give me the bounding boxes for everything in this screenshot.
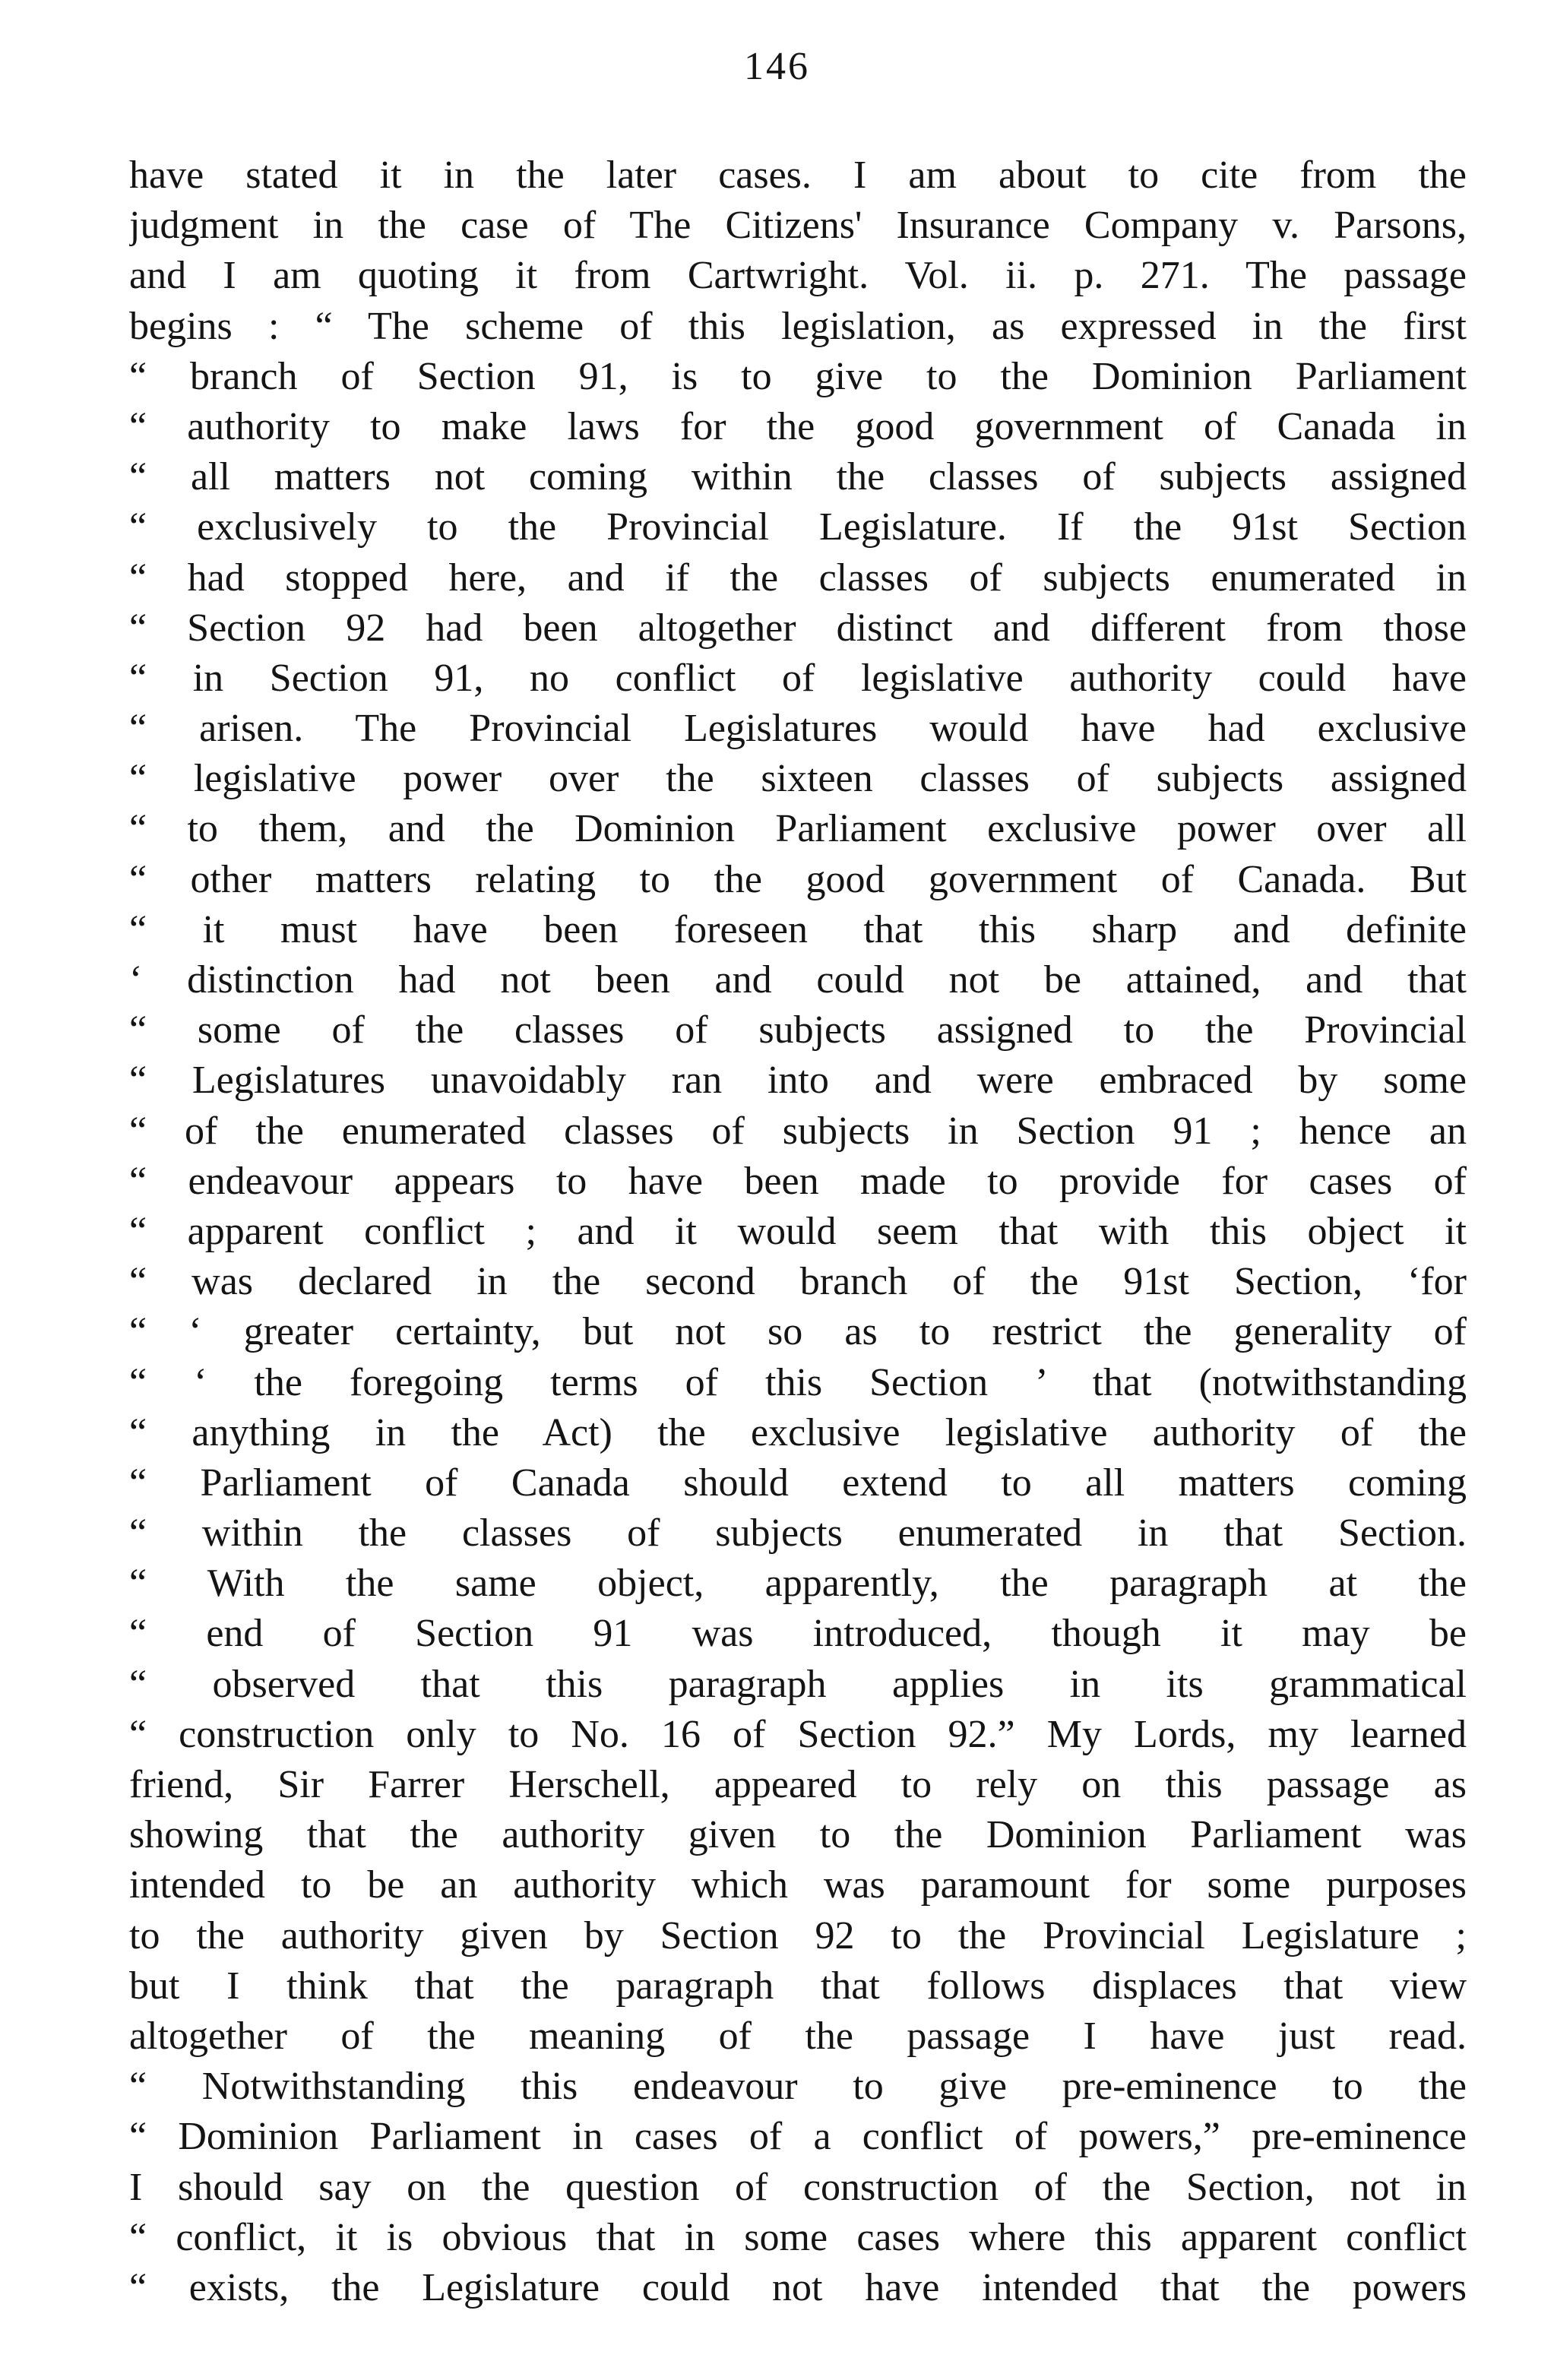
body-text [129, 150, 1467, 2313]
page-number: 146 [744, 45, 810, 88]
text-line: I should say on the question of construction of the Section, not in [129, 2165, 1467, 2209]
text-line: “ exclusively to the Provincial Legislature. If the 91st Section [129, 505, 1467, 549]
text-line: altogether of the meaning of the passage I have just read. [129, 2014, 1467, 2058]
text-line: “ end of Section 91 was introduced, though it may be [129, 1612, 1467, 1656]
text-line: “ Legislatures unavoidably ran into and were embraced by some [129, 1059, 1467, 1103]
text-line: “ ‘ greater certainty, but not so as to restrict the generality of [129, 1310, 1467, 1354]
text-line: “ construction only to No. 16 of Section 92.” My Lords, my learned [129, 1712, 1467, 1756]
text-line: “ conflict, it is obvious that in some cases where this apparent conflict [129, 2215, 1467, 2259]
text-line: have stated it in the later cases. I am about to cite from the [129, 153, 1467, 197]
text-line: “ it must have been foreseen that this sharp and definite [129, 907, 1467, 951]
text-line: “ branch of Section 91, is to give to the Dominion Parliament [129, 354, 1467, 398]
text-line: showing that the authority given to the Dominion Parliament was [129, 1813, 1467, 1857]
text-line: “ apparent conflict ; and it would seem that with this object it [129, 1209, 1467, 1253]
text-line: “ of the enumerated classes of subjects in Section 91 ; hence an [129, 1109, 1467, 1153]
text-line: “ endeavour appears to have been made to provide for cases of [129, 1159, 1467, 1203]
text-line: “ other matters relating to the good government of Canada. But [129, 857, 1467, 901]
text-line: “ With the same object, apparently, the paragraph at the [129, 1562, 1467, 1606]
text-line: “ was declared in the second branch of the 91st Section, ‘for [129, 1260, 1467, 1304]
text-line: “ exists, the Legislature could not have intended that the powers [129, 2265, 1467, 2309]
text-line: “ anything in the Act) the exclusive legislative authority of the [129, 1410, 1467, 1454]
text-line: ‘ distinction had not been and could not be attained, and that [129, 958, 1467, 1002]
text-line: “ arisen. The Provincial Legislatures would have had exclusive [129, 707, 1467, 751]
text-line: friend, Sir Farrer Herschell, appeared to rely on this passage as [129, 1763, 1467, 1806]
text-line: “ had stopped here, and if the classes of subjects enumerated in [129, 555, 1467, 600]
text-line: “ to them, and the Dominion Parliament exclusive power over all [129, 807, 1467, 851]
text-line: begins : “ The scheme of this legislation, as expressed in the first [129, 304, 1467, 348]
text-line: and I am quoting it from Cartwright. Vol. ii. p. 271. The passage [129, 254, 1467, 298]
text-line: “ all matters not coming within the classes of subjects assigned [129, 455, 1467, 499]
text-line: “ observed that this paragraph applies in its grammatical [129, 1662, 1467, 1706]
text-line: “ Parliament of Canada should extend to all matters coming [129, 1461, 1467, 1505]
text-line: “ ‘ the foregoing terms of this Section ’ that (notwithstanding [129, 1360, 1467, 1404]
text-line: “ in Section 91, no conflict of legislative authority could have [129, 656, 1467, 700]
text-line: but I think that the paragraph that follows displaces that view [129, 1964, 1467, 2008]
text-line: “ legislative power over the sixteen classes of subjects assigned [129, 757, 1467, 801]
text-line: “ Dominion Parliament in cases of a conflict of powers,” pre-eminence [129, 2115, 1467, 2159]
text-line: intended to be an authority which was paramount for some purposes [129, 1863, 1467, 1907]
text-line: “ authority to make laws for the good government of Canada in [129, 404, 1467, 448]
text-line: “ within the classes of subjects enumerated in that Section. [129, 1511, 1467, 1556]
text-line: to the authority given by Section 92 to the Provincial Legislature ; [129, 1913, 1467, 1957]
text-line: judgment in the case of The Citizens' Insurance Company v. Parsons, [129, 204, 1467, 248]
text-line: “ Notwithstanding this endeavour to give pre-eminence to the [129, 2065, 1467, 2109]
text-line: “ Section 92 had been altogether distinct and different from those [129, 606, 1467, 650]
text-line: “ some of the classes of subjects assigned to the Provincial [129, 1008, 1467, 1052]
